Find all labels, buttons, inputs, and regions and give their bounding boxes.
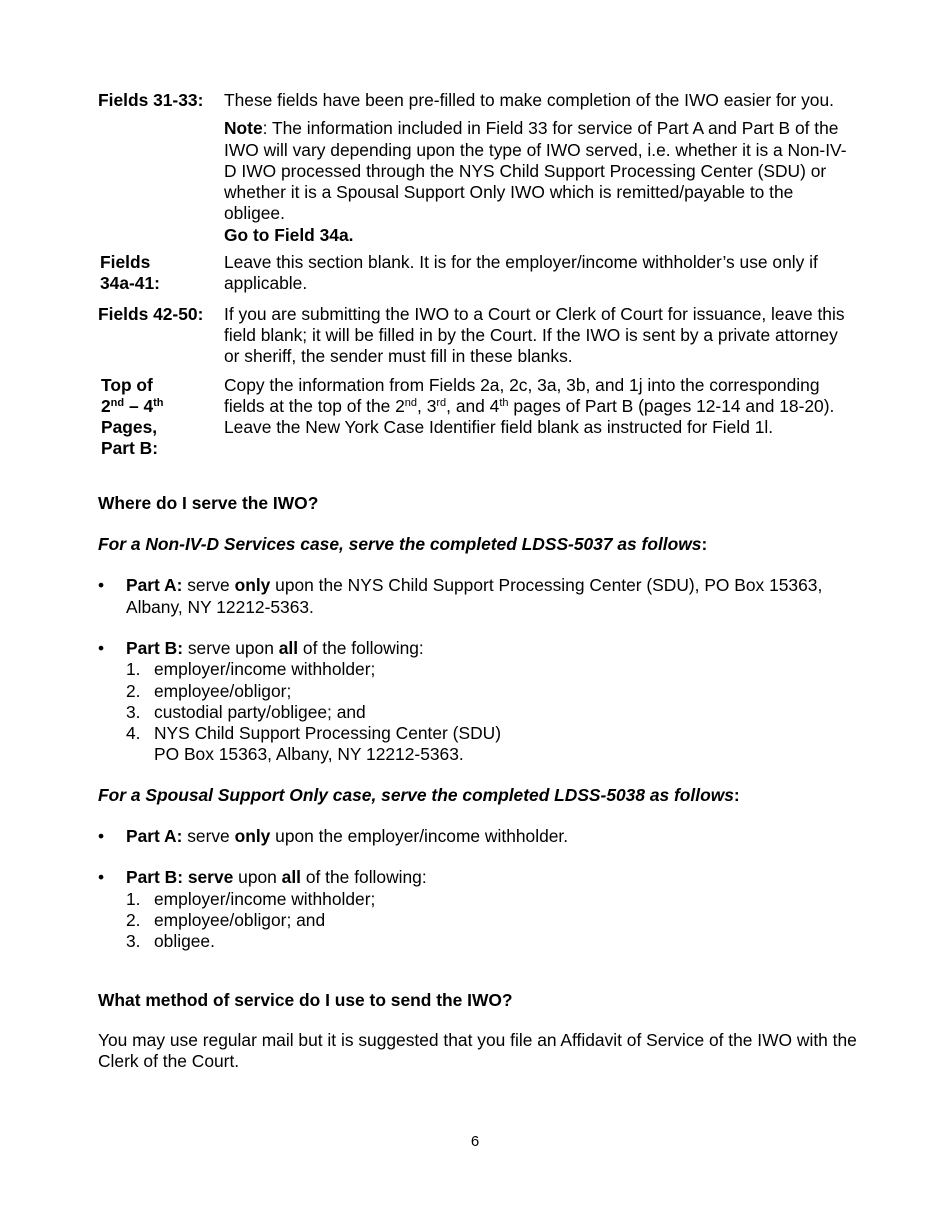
part-label: Part B: bbox=[126, 637, 184, 658]
bullet-text bbox=[126, 638, 424, 659]
where-heading: Where do I serve the IWO? bbox=[98, 492, 319, 513]
list-text: employer/income withholder; bbox=[154, 659, 376, 680]
field-label: Fields 31-33: bbox=[98, 90, 204, 110]
field-label-line: Fields bbox=[100, 252, 151, 273]
list-number: 1. bbox=[126, 659, 141, 680]
text-part: upon the NYS Child Support Processing Center (SDU), PO Box 15363, Albany, NY 12212-5363. bbox=[126, 575, 823, 617]
heading-colon: : bbox=[733, 784, 740, 805]
field-label: Fields 42-50: bbox=[98, 303, 204, 324]
goto-instruction: Go to Field 34a. bbox=[224, 224, 354, 245]
text-sup: th bbox=[499, 396, 509, 409]
text-part: serve upon bbox=[183, 637, 279, 658]
field-description: Leave this section blank. It is for the employer/income withholder’s use only if applicable. bbox=[224, 252, 818, 294]
text-emphasis: only bbox=[234, 575, 271, 596]
text-part: serve bbox=[182, 575, 235, 596]
label-part: – 4 bbox=[124, 395, 154, 416]
field-row-top-of-pages bbox=[98, 375, 858, 460]
document-page bbox=[98, 90, 858, 1072]
list-text: custodial party/obligee; and bbox=[154, 701, 366, 722]
text-part: , 3 bbox=[417, 395, 437, 416]
heading-text: For a Spousal Support Only case, serve the completed LDSS-5038 as follows bbox=[98, 784, 734, 805]
text-part: upon bbox=[233, 867, 282, 888]
list-text: employer/income withholder; bbox=[154, 888, 376, 909]
list-text: obligee. bbox=[154, 931, 215, 952]
label-sup: th bbox=[153, 396, 164, 409]
text-sup: rd bbox=[436, 396, 447, 409]
bullet-text bbox=[126, 575, 858, 618]
field-label bbox=[98, 252, 224, 295]
text-sup: nd bbox=[404, 396, 418, 409]
list-item bbox=[126, 659, 858, 680]
spousal-part-a bbox=[98, 826, 858, 847]
label-part: 2 bbox=[101, 395, 111, 416]
heading-text: For a Non-IV-D Services case, serve the completed LDSS-5037 as follows bbox=[98, 534, 702, 555]
list-item bbox=[126, 681, 858, 702]
spousal-heading bbox=[98, 785, 858, 806]
bullet-icon: • bbox=[98, 575, 105, 596]
list-text: employee/obligor; and bbox=[154, 909, 326, 930]
note-label: Note bbox=[224, 118, 263, 139]
bullet-icon: • bbox=[98, 867, 105, 888]
text-part: of the following: bbox=[301, 867, 427, 888]
list-number: 3. bbox=[126, 931, 141, 952]
label-sup: nd bbox=[110, 396, 125, 409]
text-part: of the following: bbox=[298, 637, 424, 658]
part-label: Part B: serve bbox=[126, 867, 234, 888]
method-heading: What method of service do I use to send the IWO? bbox=[98, 989, 513, 1010]
list-item bbox=[126, 702, 858, 723]
list-text-line: NYS Child Support Processing Center (SDU) bbox=[154, 723, 501, 744]
list-item bbox=[126, 910, 858, 931]
heading-colon: : bbox=[701, 534, 708, 555]
nonivd-heading bbox=[98, 534, 858, 555]
spousal-part-b bbox=[98, 867, 858, 888]
note-text: : The information included in Field 33 for service of Part A and Part B of the IWO will vary depending upon the type of IWO served, i.e. whether it is a Non-IV-D IWO processed through the NYS Child Support Processing Center (SDU) or whether it is a Spousal Support Only IWO which is remitted/payable to the obligee. bbox=[224, 118, 847, 224]
field-text: These fields have been pre-filled to make completion of the IWO easier for you. bbox=[224, 90, 834, 110]
bullet-text bbox=[126, 867, 427, 888]
list-number: 1. bbox=[126, 888, 141, 909]
list-text-line: PO Box 15363, Albany, NY 12212-5363. bbox=[154, 744, 464, 765]
text-part: pages of Part B (pages 12-14 and 18-20). Leave the New York Case Identifier field blank as instructed for Field 1l. bbox=[224, 395, 835, 438]
text-part: Copy the information from Fields 2a, 2c, 3a, 3b, and 1j into the corresponding fields at the top of the 2 bbox=[224, 374, 820, 416]
field-label-line bbox=[101, 396, 224, 417]
text-emphasis: all bbox=[278, 637, 299, 658]
field-description bbox=[224, 90, 858, 246]
part-label: Part A: bbox=[126, 826, 183, 847]
text-part: serve bbox=[182, 826, 235, 847]
list-number: 2. bbox=[126, 909, 141, 930]
field-row-42-50 bbox=[98, 304, 858, 368]
nonivd-part-b bbox=[98, 638, 858, 659]
nonivd-list bbox=[126, 659, 858, 765]
list-item bbox=[126, 723, 858, 766]
field-label bbox=[98, 375, 224, 460]
bullet-icon: • bbox=[98, 826, 105, 847]
field-label-line: Top of bbox=[101, 374, 153, 395]
nonivd-part-a bbox=[98, 575, 858, 618]
field-description: If you are submitting the IWO to a Court or Clerk of Court for issuance, leave this field blank; it will be filled in by the Court. If the IWO is sent by a private attorney or sheriff, the sender must fill in these blanks. bbox=[224, 303, 845, 367]
text-part: upon the employer/income withholder. bbox=[270, 826, 569, 847]
text-emphasis: only bbox=[234, 826, 271, 847]
bullet-icon: • bbox=[98, 637, 105, 658]
field-description bbox=[224, 375, 858, 460]
list-text: employee/obligor; bbox=[154, 680, 292, 701]
text-emphasis: all bbox=[281, 867, 302, 888]
list-number: 2. bbox=[126, 680, 141, 701]
field-label-line: Pages, bbox=[101, 417, 158, 438]
text-part: , and 4 bbox=[446, 395, 500, 416]
list-number: 4. bbox=[126, 723, 141, 744]
page-number: 6 bbox=[470, 1133, 480, 1150]
field-label-line: 34a-41: bbox=[100, 273, 160, 294]
list-number: 3. bbox=[126, 701, 141, 722]
bullet-text bbox=[126, 826, 568, 847]
field-row-34a-41 bbox=[98, 252, 858, 295]
list-text bbox=[154, 723, 501, 766]
spousal-list bbox=[126, 889, 858, 953]
method-text: You may use regular mail but it is suggested that you file an Affidavit of Service of the IWO with the Clerk of the Court. bbox=[98, 1029, 857, 1072]
field-note bbox=[224, 118, 858, 224]
list-item bbox=[126, 931, 858, 952]
list-item bbox=[126, 889, 858, 910]
field-row-31-33 bbox=[98, 90, 858, 246]
part-label: Part A: bbox=[126, 575, 183, 596]
field-label-line: Part B: bbox=[101, 438, 159, 459]
